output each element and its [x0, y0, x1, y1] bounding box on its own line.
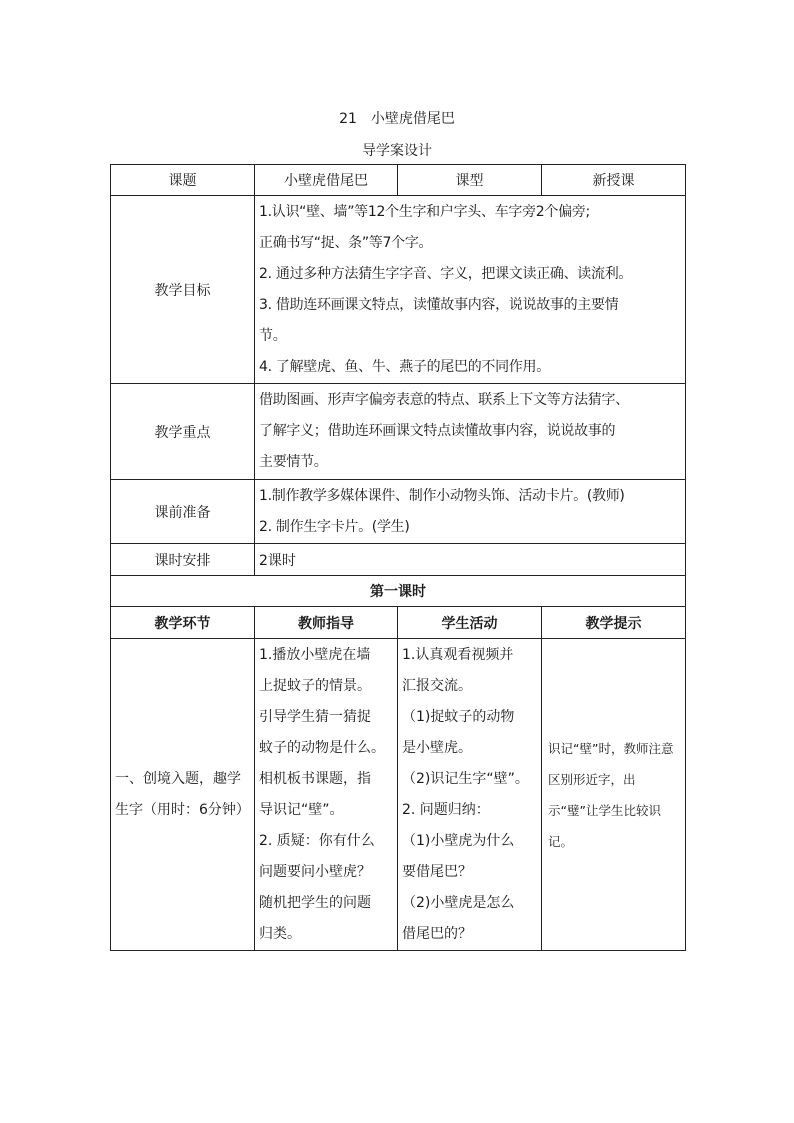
table-row	[111, 384, 686, 480]
goal-line: 节。	[259, 327, 287, 344]
key-line: 借助图画、形声字偏旁表意的特点、联系上下文等方法猜字、	[259, 392, 629, 408]
goal-line: 1.认识“壁、墙”等12个生字和户字头、车字旁2个偏旁;	[259, 203, 590, 220]
student-cell	[398, 639, 542, 951]
stage-cell	[111, 639, 255, 951]
prep-line: 2. 制作生字卡片。(学生)	[259, 518, 410, 535]
teacher-line: 1.播放小壁虎在墙	[259, 646, 371, 663]
goals-label: 教学目标	[111, 196, 255, 384]
prep-cell	[255, 480, 686, 544]
goal-line: 正确书写“捉、条”等7个字。	[259, 234, 433, 251]
table-row	[111, 639, 686, 951]
prep-line: 1.制作教学多媒体课件、制作小动物头饰、活动卡片。(教师)	[259, 487, 625, 504]
student-line: （1)捉蚊子的动物	[402, 708, 515, 725]
goal-line: 3. 借助连环画课文特点，读懂故事内容，说说故事的主要情	[259, 296, 619, 313]
teacher-line: 问题要问小壁虎？	[259, 863, 371, 880]
tips-cell	[542, 639, 686, 951]
prep-label: 课前准备	[111, 480, 255, 544]
key-line: 了解字义；借助连环画课文特点读懂故事内容，说说故事的	[259, 423, 616, 439]
teacher-line: 随机把学生的问题	[259, 894, 371, 911]
teacher-line: 引导学生猜一猜捉	[259, 708, 371, 725]
col-student-header: 学生活动	[398, 607, 542, 639]
table-row	[111, 576, 686, 607]
stage-text: 一、创境入题，趣学生字（用时：6分钟）	[115, 770, 250, 818]
lesson-plan-table	[110, 164, 686, 951]
lesson-title: 21 小壁虎借尾巴	[339, 111, 455, 127]
type-value: 新授课	[542, 165, 686, 196]
col-teacher-header: 教师指导	[255, 607, 398, 639]
key-cell	[255, 384, 686, 480]
teacher-line: 上捉蚊子的情景。	[259, 677, 371, 694]
topic-label: 课题	[111, 165, 255, 196]
type-label: 课型	[398, 165, 542, 196]
table-row	[111, 607, 686, 639]
student-line: （2)识记生字“壁”。	[402, 770, 529, 787]
table-row	[111, 544, 686, 576]
topic-value: 小壁虎借尾巴	[255, 165, 398, 196]
student-line: 2. 问题归纳：	[402, 801, 490, 818]
tips-text: 识记“壁”时，教师注意区别形近字，出示“璧”让学生比较识记。	[548, 740, 674, 849]
student-line: 要借尾巴？	[402, 863, 472, 880]
table-row	[111, 480, 686, 544]
schedule-label: 课时安排	[111, 544, 255, 576]
teacher-cell	[255, 639, 398, 951]
goal-line: 2. 通过多种方法猜生字字音、字义，把课文读正确、读流利。	[259, 265, 633, 282]
teacher-line: 归类。	[259, 925, 301, 942]
student-line: 1.认真观看视频并	[402, 646, 514, 663]
key-line: 主要情节。	[259, 454, 328, 470]
teacher-line: 2. 质疑：你有什么	[259, 832, 375, 849]
student-line: （2)小壁虎是怎么	[402, 894, 515, 911]
goal-line: 4. 了解壁虎、鱼、牛、燕子的尾巴的不同作用。	[259, 358, 550, 375]
student-line: 是小壁虎。	[402, 739, 472, 756]
design-title: 导学案设计	[362, 143, 432, 159]
goals-cell	[255, 196, 686, 384]
teacher-line: 相机板书课题，指	[259, 770, 371, 787]
student-line: 汇报交流。	[402, 677, 472, 694]
teacher-line: 蚊子的动物是什么。	[259, 739, 385, 756]
schedule-value: 2课时	[255, 544, 686, 576]
col-tips-header: 教学提示	[542, 607, 686, 639]
student-line: （1)小壁虎为什么	[402, 832, 515, 849]
table-row	[111, 165, 686, 196]
teacher-line: 导识记“壁”。	[259, 801, 344, 818]
col-stage-header: 教学环节	[111, 607, 255, 639]
student-line: 借尾巴的？	[402, 925, 472, 942]
key-label: 教学重点	[111, 384, 255, 480]
table-row	[111, 196, 686, 384]
first-period-heading: 第一课时	[111, 576, 686, 607]
